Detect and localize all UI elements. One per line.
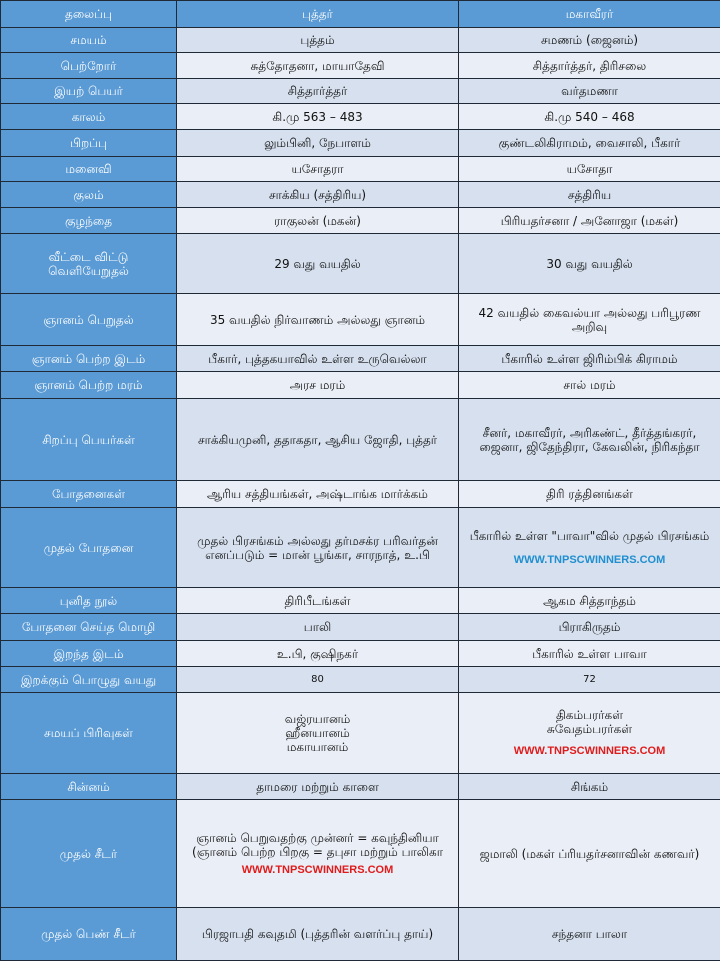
header-topic: தலைப்பு	[1, 1, 177, 28]
mahavira-cell: வர்தமணா	[459, 79, 720, 104]
mahavira-cell	[459, 508, 720, 588]
buddha-cell: ஆரிய சத்தியங்கள், அஷ்டாங்க மார்க்கம்	[177, 481, 459, 508]
row-label: வீட்டை விட்டு வெளியேறுதல்	[1, 234, 177, 294]
mahavira-line: சுவேதம்பரர்கள்	[465, 722, 714, 736]
mahavira-cell: பீகாரில் உள்ள பாவா	[459, 641, 720, 667]
row-label: புனித நூல்	[1, 588, 177, 614]
buddha-cell: சுத்தோதனா, மாயாதேவி	[177, 53, 459, 79]
table-row	[1, 399, 720, 481]
buddha-cell: பீகார், புத்தகயாவில் உள்ள உருவெல்லா	[177, 346, 459, 372]
mahavira-cell: சந்தனா பாலா	[459, 908, 720, 961]
table-row	[1, 208, 720, 234]
mahavira-cell: பீகாரில் உள்ள ஜிரிம்பிக் கிராமம்	[459, 346, 720, 372]
buddha-cell: பிரஜாபதி கவுதமி (புத்தரின் வளர்ப்பு தாய்)	[177, 908, 459, 961]
table-row	[1, 693, 720, 774]
mahavira-cell: சீனர், மகாவீரர், அரிகண்ட், தீர்த்தங்கரர், ஜைனா, ஜிதேந்திரா, கேவலின், நிரிகந்தா	[459, 399, 720, 481]
buddha-cell: சித்தார்த்தர்	[177, 79, 459, 104]
buddha-cell: புத்தம்	[177, 28, 459, 53]
row-label: முதல் சீடர்	[1, 800, 177, 908]
buddha-cell: யசோதரா	[177, 157, 459, 182]
buddha-line: வஜ்ரயானம்	[183, 712, 452, 726]
table-row	[1, 294, 720, 346]
buddha-line: ஞானம் பெறுவதற்கு முன்னர் = கவுந்தினியா	[183, 831, 452, 845]
buddha-cell: சாக்கிய (சத்திரிய)	[177, 182, 459, 208]
mahavira-cell: சமணம் (ஜைனம்)	[459, 28, 720, 53]
buddha-line: ஹீனயானம்	[183, 726, 452, 740]
row-label: ஞானம் பெற்ற மரம்	[1, 372, 177, 399]
buddha-cell: திரிபீடங்கள்	[177, 588, 459, 614]
table-row	[1, 588, 720, 614]
header-row	[1, 1, 720, 28]
row-label: ஞானம் பெறுதல்	[1, 294, 177, 346]
mahavira-cell: குண்டலிகிராமம், வைசாலி, பீகார்	[459, 130, 720, 157]
row-label: குழந்தை	[1, 208, 177, 234]
buddha-cell: சாக்கியமுனி, ததாகதா, ஆசிய ஜோதி, புத்தர்	[177, 399, 459, 481]
buddha-line: மகாயானம்	[183, 740, 452, 754]
table-row	[1, 28, 720, 53]
buddha-cell: அரச மரம்	[177, 372, 459, 399]
mahavira-cell: கி.மு 540 – 468	[459, 104, 720, 130]
row-label: பிறப்பு	[1, 130, 177, 157]
table-row	[1, 372, 720, 399]
row-label: சின்னம்	[1, 774, 177, 800]
table-row	[1, 481, 720, 508]
mahavira-cell: 72	[459, 667, 720, 693]
mahavira-cell: சிங்கம்	[459, 774, 720, 800]
table-row	[1, 614, 720, 641]
table-row	[1, 346, 720, 372]
buddha-cell: ராகுலன் (மகன்)	[177, 208, 459, 234]
row-label: மனைவி	[1, 157, 177, 182]
row-label: இறந்த இடம்	[1, 641, 177, 667]
buddha-cell: தாமரை மற்றும் காளை	[177, 774, 459, 800]
watermark-url: WWW.TNPSCWINNERS.COM	[465, 553, 714, 567]
buddha-cell	[177, 693, 459, 774]
table-row	[1, 130, 720, 157]
watermark-url: WWW.TNPSCWINNERS.COM	[465, 744, 714, 758]
row-label: பெற்றோர்	[1, 53, 177, 79]
row-label: சிறப்பு பெயர்கள்	[1, 399, 177, 481]
table-row	[1, 508, 720, 588]
row-label: முதல் பெண் சீடர்	[1, 908, 177, 961]
mahavira-cell: 30 வது வயதில்	[459, 234, 720, 294]
header-buddha: புத்தர்	[177, 1, 459, 28]
mahavira-cell: பிராகிருதம்	[459, 614, 720, 641]
table-row	[1, 667, 720, 693]
watermark-url: WWW.TNPSCWINNERS.COM	[183, 863, 452, 877]
table-row	[1, 234, 720, 294]
mahavira-cell: சித்தார்த்தர், திரிசலை	[459, 53, 720, 79]
buddha-cell: 80	[177, 667, 459, 693]
row-label: சமயப் பிரிவுகள்	[1, 693, 177, 774]
buddha-cell: உ.பி, குஷிநகர்	[177, 641, 459, 667]
mahavira-cell: 42 வயதில் கைவல்யா அல்லது பரிபூரண அறிவு	[459, 294, 720, 346]
buddha-cell: லும்பினி, நேபாளம்	[177, 130, 459, 157]
mahavira-cell: ஆகம சித்தாந்தம்	[459, 588, 720, 614]
buddha-cell: 35 வயதில் நிர்வாணம் அல்லது ஞானம்	[177, 294, 459, 346]
row-label: சமயம்	[1, 28, 177, 53]
table-row	[1, 157, 720, 182]
row-label: போதனை செய்த மொழி	[1, 614, 177, 641]
buddha-cell: கி.மு 563 – 483	[177, 104, 459, 130]
table-row	[1, 800, 720, 908]
buddha-cell: 29 வது வயதில்	[177, 234, 459, 294]
row-label: ஞானம் பெற்ற இடம்	[1, 346, 177, 372]
header-mahavira: மகாவீரர்	[459, 1, 720, 28]
row-label: இயற் பெயர்	[1, 79, 177, 104]
mahavira-cell: திரி ரத்தினங்கள்	[459, 481, 720, 508]
table-row	[1, 908, 720, 961]
table-row	[1, 641, 720, 667]
table-row	[1, 104, 720, 130]
mahavira-cell: சத்திரிய	[459, 182, 720, 208]
buddha-cell: முதல் பிரசங்கம் அல்லது தர்மசக்ர பரிவர்தன் எனப்படும் = மான் பூங்கா, சாரநாத், உ.பி	[177, 508, 459, 588]
row-label: போதனைகள்	[1, 481, 177, 508]
mahavira-cell	[459, 693, 720, 774]
row-label: குலம்	[1, 182, 177, 208]
row-label: இறக்கும் பொழுது வயது	[1, 667, 177, 693]
table-row	[1, 79, 720, 104]
table-row	[1, 53, 720, 79]
mahavira-cell: ஜமாலி (மகள் ப்ரியதர்சனாவின் கணவர்)	[459, 800, 720, 908]
mahavira-cell: பிரியதர்சனா / அனோஜா (மகள்)	[459, 208, 720, 234]
mahavira-cell: யசோதா	[459, 157, 720, 182]
mahavira-text: பீகாரில் உள்ள "பாவா"வில் முதல் பிரசங்கம்	[465, 529, 714, 543]
mahavira-cell: சால் மரம்	[459, 372, 720, 399]
table-row	[1, 774, 720, 800]
mahavira-line: திகம்பரர்கள்	[465, 708, 714, 722]
buddha-cell: பாலி	[177, 614, 459, 641]
buddha-cell	[177, 800, 459, 908]
table-row	[1, 182, 720, 208]
row-label: முதல் போதனை	[1, 508, 177, 588]
buddha-line: (ஞானம் பெற்ற பிறகு = தபுசா மற்றும் பாலிகா	[183, 845, 452, 859]
row-label: காலம்	[1, 104, 177, 130]
